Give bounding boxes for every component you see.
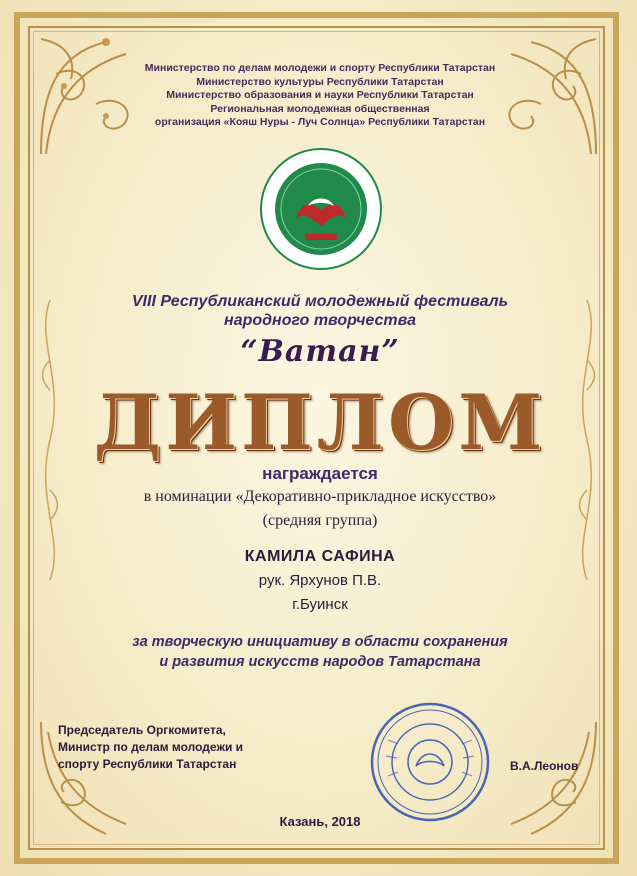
chair-line1: Председатель Оргкомитета,: [58, 723, 226, 737]
leader-name: рук. Ярхунов П.В.: [258, 572, 382, 589]
city: г.Буинск: [292, 596, 348, 613]
organizer-line: Министерство образования и науки Республики Татарстан: [166, 89, 474, 101]
organizer-line: Региональная молодежная общественная: [210, 102, 430, 115]
organizer-line: Министерство культуры Республики Татарстан: [196, 75, 444, 88]
festival-name: “Ватан”: [240, 334, 400, 369]
place-date: Казань, 2018: [279, 814, 361, 829]
nomination: в номинации «Декоративно-прикладное искусство»: [143, 488, 497, 505]
awarded-label: награждается: [262, 464, 378, 483]
organizers-list: [100, 62, 540, 130]
official-seal-icon: [368, 700, 492, 824]
signer-name: В.А.Леонов: [510, 759, 579, 773]
organizer-line: организация «Кояш Нуры - Луч Солнца» Республики Татарстан: [154, 116, 486, 128]
festival-logo-icon: [258, 146, 384, 272]
chair-line3: спорту Республики Татарстан: [58, 757, 237, 771]
festival-line2: народного творчества: [224, 312, 416, 329]
merit-line1: за творческую инициативу в области сохранения: [132, 634, 508, 650]
ornament-bottom-right-icon: [491, 712, 601, 842]
chair-line2: Министр по делам молодежи и: [58, 740, 244, 754]
merit-statement: [80, 632, 560, 672]
organizer-line: Министерство по делам молодежи и спорту Республики Татарстан: [144, 62, 496, 74]
recipient-name: КАМИЛА САФИНА: [244, 548, 396, 565]
chair-title: [58, 722, 278, 773]
document-title: ДИПЛОМ: [93, 378, 547, 467]
festival-title: [80, 292, 560, 330]
merit-line2: и развития искусств народов Татарстана: [159, 654, 481, 670]
age-group: (средняя группа): [262, 512, 378, 529]
festival-line1: VIII Республиканский молодежный фестиваль: [131, 293, 509, 310]
